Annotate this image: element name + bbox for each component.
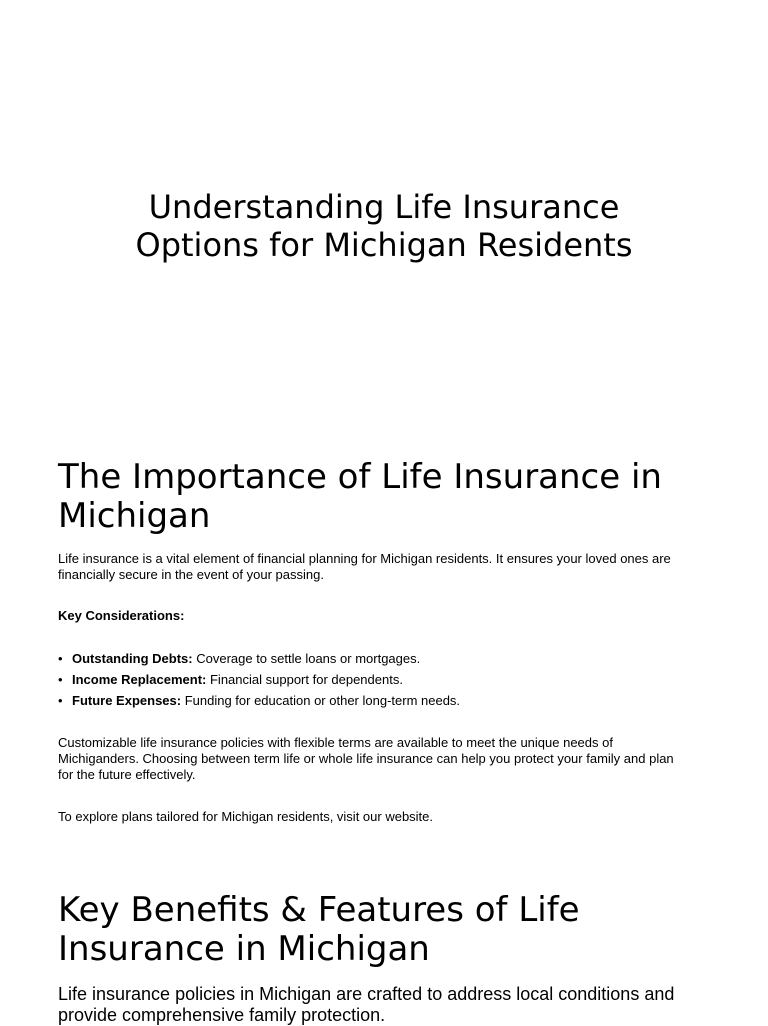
key-considerations-label: Key Considerations: <box>58 608 185 623</box>
bullet-label: Outstanding Debts: <box>72 651 193 666</box>
bullet-text: Coverage to settle loans or mortgages. <box>192 651 421 666</box>
list-item <box>58 648 718 669</box>
considerations-list <box>58 648 718 711</box>
benefits-intro-line-2: provide comprehensive family protection. <box>58 1005 386 1025</box>
slide-title <box>0 188 768 264</box>
benefits-intro-line-1: Life insurance policies in Michigan are crafted to address local conditions and <box>58 984 675 1004</box>
benefits-heading-line-1: Key Benefits & Features of Life <box>58 890 580 930</box>
list-item <box>58 669 718 690</box>
importance-heading-line-1: The Importance of Life Insurance in <box>58 457 662 497</box>
importance-intro-line-1: Life insurance is a vital element of financial planning for Michigan residents. It ensures your loved ones are <box>58 551 671 566</box>
list-item <box>58 690 718 711</box>
benefits-heading-line-2: Insurance in Michigan <box>58 929 430 969</box>
bullet-icon: • <box>58 651 63 666</box>
importance-intro <box>58 551 718 583</box>
bullet-text: Financial support for dependents. <box>206 672 403 687</box>
cta-text: To explore plans tailored for Michigan residents, visit our website. <box>58 809 434 824</box>
importance-intro-line-2: financially secure in the event of your passing. <box>58 567 324 582</box>
bullet-icon: • <box>58 672 63 687</box>
policies-paragraph <box>58 735 718 783</box>
slide-title-line-2: Options for Michigan Residents <box>135 226 633 264</box>
benefits-section <box>58 891 718 969</box>
policies-paragraph-line-2: Michiganders. Choosing between term life or whole life insurance can help you protect your family and plan <box>58 751 674 766</box>
importance-section <box>58 458 718 536</box>
bullet-text: Funding for education or other long-term needs. <box>181 693 461 708</box>
importance-heading-line-2: Michigan <box>58 496 211 536</box>
benefits-intro <box>58 984 718 1026</box>
bullet-label: Future Expenses: <box>72 693 182 708</box>
benefits-heading <box>58 891 718 969</box>
policies-paragraph-line-3: for the future effectively. <box>58 767 196 782</box>
bullet-label: Income Replacement: <box>72 672 207 687</box>
slide-title-line-1: Understanding Life Insurance <box>148 188 620 226</box>
policies-paragraph-line-1: Customizable life insurance policies with flexible terms are available to meet the unique needs of <box>58 735 613 750</box>
importance-heading <box>58 458 718 536</box>
bullet-icon: • <box>58 693 63 708</box>
